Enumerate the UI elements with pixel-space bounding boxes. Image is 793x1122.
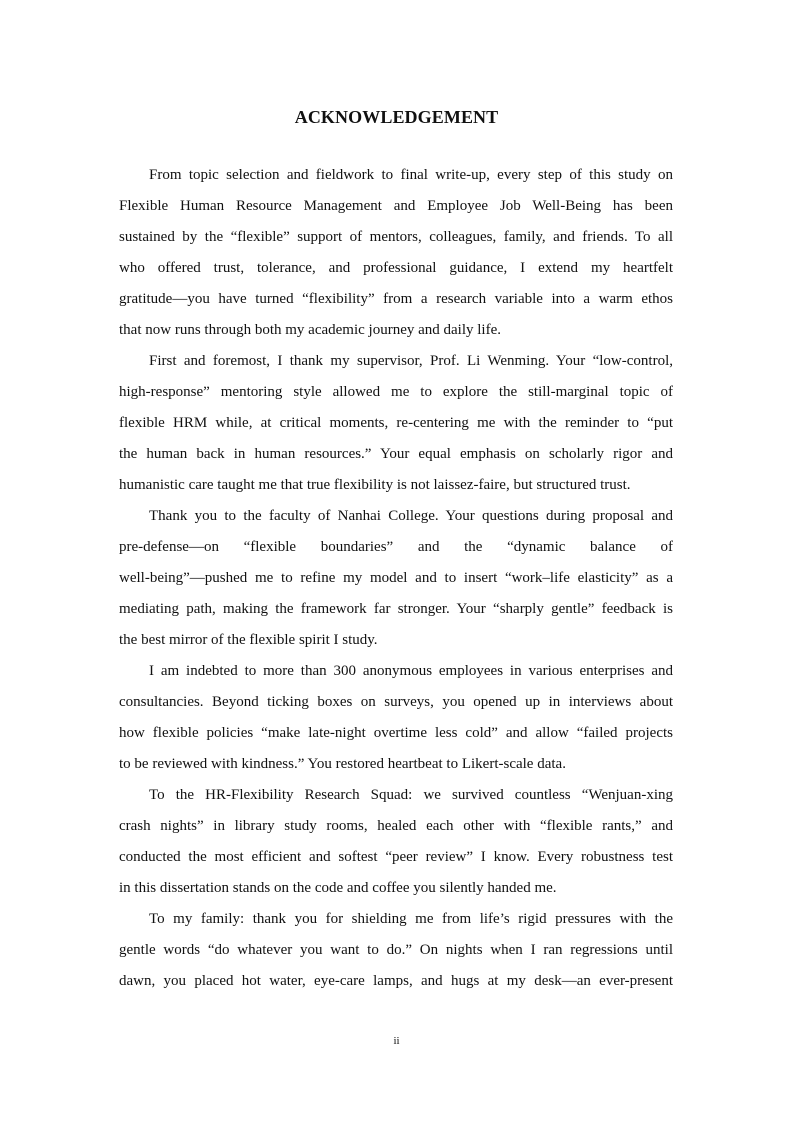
text-line: Thank you to the faculty of Nanhai College. Your questions during proposal and: [149, 508, 673, 524]
text-line: the best mirror of the flexible spirit I study.: [119, 632, 378, 648]
text-line: to be reviewed with kindness.” You restored heartbeat to Likert-scale data.: [119, 756, 566, 772]
text-line: First and foremost, I thank my supervisor, Prof. Li Wenming. Your “low-control,: [149, 353, 673, 369]
text-line: gentle words “do whatever you want to do.” On nights when I ran regressions until: [119, 942, 673, 958]
text-line: the human back in human resources.” Your equal emphasis on scholarly rigor and: [119, 446, 673, 462]
page-title: ACKNOWLEDGEMENT: [294, 107, 499, 127]
paragraph-6: [119, 904, 673, 997]
text-line: how flexible policies “make late-night overtime less cold” and allow “failed projects: [119, 725, 673, 741]
text-line: humanistic care taught me that true flexibility is not laissez-faire, but structured trust.: [119, 477, 631, 493]
text-line: well-being”—pushed me to refine my model and to insert “work–life elasticity” as a: [119, 570, 673, 586]
text-line: in this dissertation stands on the code and coffee you silently handed me.: [119, 880, 557, 896]
text-line: sustained by the “flexible” support of mentors, colleagues, family, and friends. To all: [119, 229, 673, 245]
text-line: consultancies. Beyond ticking boxes on surveys, you opened up in interviews about: [119, 694, 673, 710]
paragraph-3: [119, 501, 673, 656]
text-line: flexible HRM while, at critical moments, re-centering me with the reminder to “put: [119, 415, 673, 431]
text-line: I am indebted to more than 300 anonymous employees in various enterprises and: [149, 663, 673, 679]
paragraph-5: [119, 780, 673, 904]
text-line: mediating path, making the framework far stronger. Your “sharply gentle” feedback is: [119, 601, 673, 617]
text-line: who offered trust, tolerance, and professional guidance, I extend my heartfelt: [119, 260, 673, 276]
paragraph-4: [119, 656, 673, 780]
text-line: that now runs through both my academic journey and daily life.: [119, 322, 501, 338]
text-line: gratitude—you have turned “flexibility” from a research variable into a warm ethos: [119, 291, 673, 307]
text-line: From topic selection and fieldwork to final write-up, every step of this study on: [149, 167, 673, 183]
text-line: Flexible Human Resource Management and Employee Job Well-Being has been: [119, 198, 673, 214]
text-line: crash nights” in library study rooms, healed each other with “flexible rants,” and: [119, 818, 673, 834]
text-line: high-response” mentoring style allowed me to explore the still-marginal topic of: [119, 384, 673, 400]
paragraph-2: [119, 346, 673, 501]
acknowledgement-body: [119, 160, 673, 997]
page-number: ii: [393, 1035, 400, 1047]
text-line: conducted the most efficient and softest “peer review” I know. Every robustness test: [119, 849, 673, 865]
text-line: To the HR-Flexibility Research Squad: we survived countless “Wenjuan-xing: [149, 787, 673, 803]
text-line: dawn, you placed hot water, eye-care lamps, and hugs at my desk—an ever-present: [119, 973, 673, 989]
text-line: To my family: thank you for shielding me from life’s rigid pressures with the: [149, 911, 673, 927]
text-line: pre-defense—on “flexible boundaries” and the “dynamic balance of: [119, 539, 673, 555]
paragraph-1: [119, 160, 673, 346]
